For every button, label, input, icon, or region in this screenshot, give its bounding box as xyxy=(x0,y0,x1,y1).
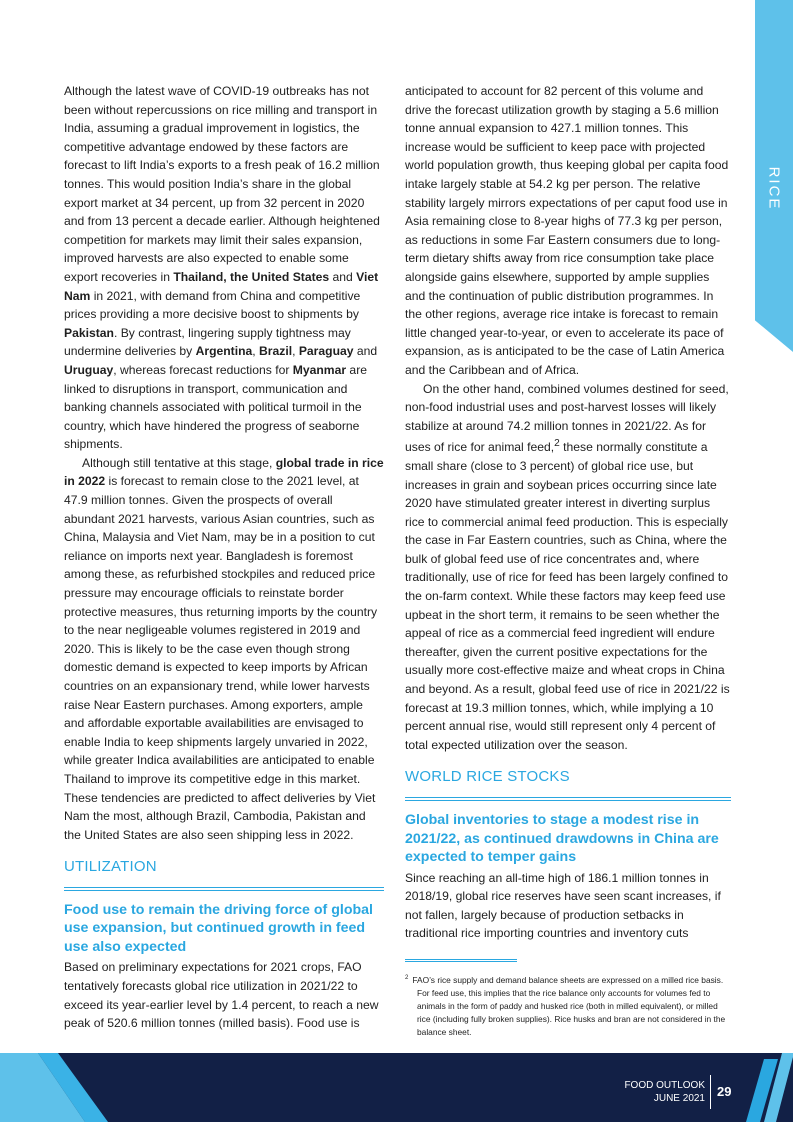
bold-term: Pakistan xyxy=(64,325,114,340)
left-paragraphs xyxy=(64,82,384,844)
bold-term: Thailand, the United States xyxy=(173,269,330,284)
right-paragraph-1 xyxy=(405,82,731,380)
text-run: , xyxy=(292,344,299,359)
text-run: , whereas forecast reductions for xyxy=(113,362,293,377)
footer-divider xyxy=(710,1075,711,1109)
bold-term: global trade in rice in 2022 xyxy=(64,455,384,489)
right-paragraphs xyxy=(405,82,731,754)
utilization-paragraph: Based on preliminary expectations for 2021 crops, FAO tentatively forecasts global rice utilization in 2021/22 to exceed its year-earlier level by 1.4 percent, to reach a new peak of 520.6 million tonnes (milled basis). Food use is xyxy=(64,960,379,1031)
text-run: and xyxy=(329,269,357,284)
text-run: Although the latest wave of COVID-19 outbreaks has not been without repercussions on rice milling and transport in India, assuming a gradual improvement in logistics, the competitive advantage endowed by these factors are forecast to lift India’s exports to a fresh peak of 16.2 million tonnes. This would position India’s share in the global export market at 34 percent, up from 32 percent in 2020 and from 13 percent a decade earlier. Although heightened competition for markets may limit their sales expansion, improved harvests are also expected to enable some export recoveries in xyxy=(64,84,380,284)
world-rice-stocks-paragraph: Since reaching an all-time high of 186.1 million tonnes in 2018/19, global rice reserves have seen scant increases, if not fallen, largely because of production setbacks in traditional rice importing countries and inventory cuts xyxy=(405,870,721,941)
left-column xyxy=(64,82,384,1033)
text-run: in 2021, with demand from China and competitive prices providing a more decisive boost to shipments by xyxy=(64,288,361,322)
right-paragraph-2 xyxy=(405,380,731,755)
text-run: , xyxy=(252,344,260,359)
left-paragraph-2 xyxy=(64,454,384,844)
utilization-section-title: UTILIZATION xyxy=(64,858,384,891)
footnote xyxy=(405,972,731,1039)
text-run: On the other hand, combined volumes destined for seed, non-food industrial uses and post-harvest losses will likely stabilize at around 74.2 million tonnes in 2021/22. As for uses of rice for animal feed, xyxy=(405,381,729,455)
left-paragraph-1 xyxy=(64,82,384,454)
bold-term: Viet Nam xyxy=(64,269,379,303)
text-run: anticipated to account for 82 percent of this volume and drive the forecast utilization growth by staging a 5.6 million tonne annual expansion to 427.1 million tonnes. This increase would be sufficient to keep pace with projected world population growth, thus keeping global per capita food intake largely stable at 54.2 kg per person. The relative stability largely mirrors expectations of per caput food use in Asia remaining close to 8-year highs of 77.3 kg per person, as reductions in some Far Eastern consumers due to long-term dietary shifts away from rice consumption take place alongside gains elsewhere, supported by ample supplies and the continuation of public distribution programmes. In the other regions, average rice intake is forecast to remain little changed year-to-year, or even to accelerate its pace of expansion, as is anticipated to be the case of Latin America and the Caribbean and of Africa. xyxy=(405,84,729,377)
right-column xyxy=(405,82,731,1039)
bold-term: Uruguay xyxy=(64,362,114,377)
footer-date: JUNE 2021 xyxy=(653,1093,705,1104)
world-rice-stocks-section-title: WORLD RICE STOCKS xyxy=(405,768,731,801)
text-run: these normally constitute a small share (close to 3 percent) of global rice use, but increases in grain and soybean prices occurring since late 2020 have stimulated greater interest in diverting surplus rice to commercial animal feed production. This is especially the case in Far Eastern countries, such as China, where the bulk of global feed use of rice concentrates and, where traditionally, use of rice for feed has been largely confined to the on-farm context. While these factors may keep feed use upbeat in the short term, it remains to be seen whether the appeal of rice as a commercial feed ingredient will endure thereafter, given the current positive expectations for the usually more cost-effective maize and wheat crops in China and beyond. As a result, global feed use of rice in 2021/22 is forecast at 19.3 million tonnes, which, while implying a 10 percent annual rise, would still represent only 4 percent of total expected utilization over the season. xyxy=(405,440,730,752)
bold-term: Argentina xyxy=(195,344,253,359)
text-run: and xyxy=(353,344,378,359)
text-run: are linked to disruptions in transport, communication and banking channels associated with political turmoil in the country, which have hindered the progress of seaborne shipments. xyxy=(64,362,367,452)
text-run: Although still tentative at this stage, xyxy=(82,455,276,470)
footnote-reference: 2 xyxy=(554,438,560,450)
bold-term: Myanmar xyxy=(292,362,347,377)
footnote-rule xyxy=(405,959,517,962)
footer-publication-info xyxy=(624,1079,705,1105)
footnote-text: FAO’s rice supply and demand balance sheets are expressed on a milled rice basis. For feed use, this implies that the rice balance only accounts for volumes fed to animals in the form of paddy and husked rice (both in milled equivalent), or milled rice (including fully broken supplies). Rice husks and bran are not considered in the balance sheet. xyxy=(412,974,726,1037)
utilization-subtitle: Food use to remain the driving force of global use expansion, but continued growth in feed use also expected xyxy=(64,901,373,955)
page-number: 29 xyxy=(717,1084,732,1099)
text-run: is forecast to remain close to the 2021 level, at 47.9 million tonnes. Given the prospects of overall abundant 2021 harvests, various Asian countries, such as China, Malaysia and Viet Nam, may be in a position to cut reliance on imports next year. Bangladesh is foremost among these, as refurbished stockpiles and reduced price pressure may encourage officials to reinstate border protective measures, thus returning imports by the country to the near negligeable volumes registered in 2019 and 2020. This is likely to be the case even though strong domestic demand is expected to keep imports by African countries on an expansionary trend, while lower harvests raise Near Eastern purchases. Among exporters, ample and affordable exportable availabilities are envisaged to enable India to keep shipments largely unvaried in 2022, while greater Indica availabilities are anticipated to enable Thailand to improve its competitive edge in this market. These tendencies are predicted to affect deliveries by Viet Nam the most, although Brazil, Cambodia, Pakistan and the United States are also seen shipping less in 2022. xyxy=(64,474,378,842)
footer-publication: FOOD OUTLOOK xyxy=(624,1080,705,1091)
bold-term: Paraguay xyxy=(298,344,354,359)
section-side-tab-label-box xyxy=(759,158,789,218)
text-run: . By contrast, lingering supply tightness may undermine deliveries by xyxy=(64,325,351,359)
bold-term: Brazil xyxy=(259,344,293,359)
world-rice-stocks-subtitle: Global inventories to stage a modest rise in 2021/22, as continued drawdowns in China are expected to temper gains xyxy=(405,812,719,866)
section-side-tab-label: RICE xyxy=(765,166,783,210)
page-footer xyxy=(0,1053,793,1122)
footnote-marker: 2 xyxy=(405,974,409,981)
